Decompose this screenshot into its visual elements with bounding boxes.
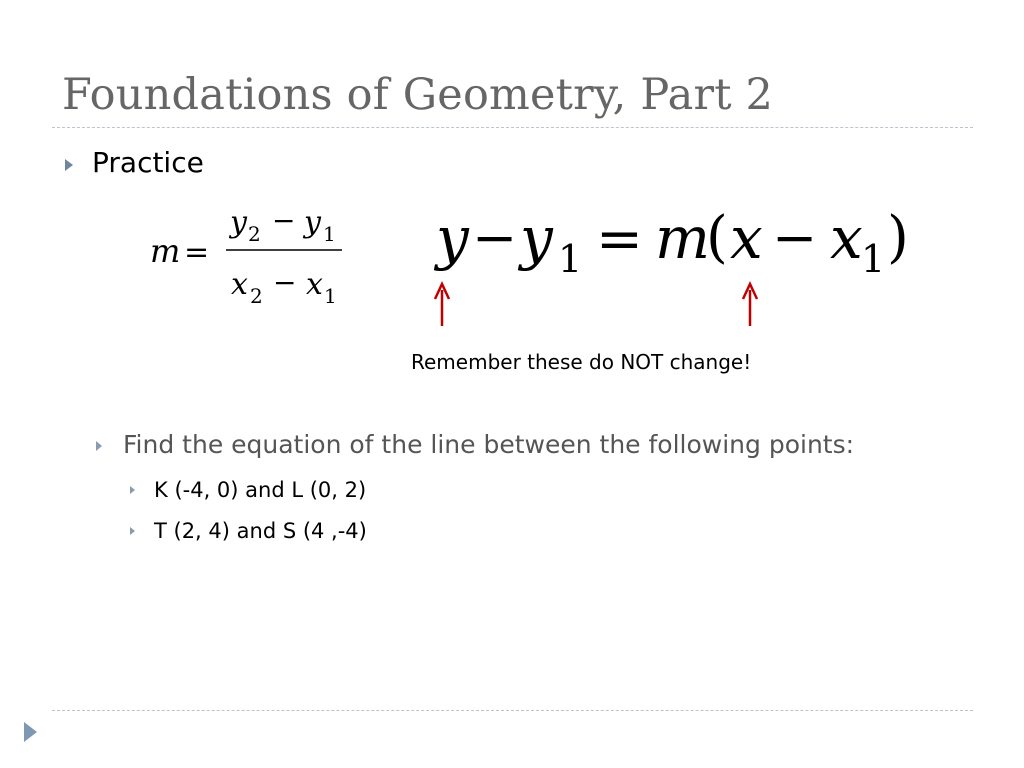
footer-divider xyxy=(52,710,973,711)
bullet-arrow-icon xyxy=(130,527,135,535)
slope-equals: = xyxy=(184,235,210,270)
instruction-text: Find the equation of the line between the following points: xyxy=(123,430,855,459)
slope-m: m xyxy=(150,232,181,270)
ps-m: m xyxy=(655,204,710,272)
den-x2-sub: 2 xyxy=(250,284,263,308)
ps-equals: = xyxy=(596,207,643,272)
num-y1-sub: 1 xyxy=(323,222,336,246)
den-x1: x xyxy=(306,267,323,302)
problem-item: T (2, 4) and S (4 ,-4) xyxy=(154,519,367,543)
slope-formula xyxy=(150,204,342,308)
bullet-arrow-icon xyxy=(96,441,102,451)
next-slide-icon[interactable] xyxy=(24,722,37,742)
point-slope-formula xyxy=(433,204,909,281)
ps-y1-sub: 1 xyxy=(558,237,583,281)
ps-minus-1: − xyxy=(472,206,518,269)
ps-minus-2: − xyxy=(772,206,818,269)
ps-y1: y xyxy=(520,204,553,272)
den-minus: − xyxy=(273,266,297,299)
ps-x1-sub: 1 xyxy=(861,237,886,281)
ps-lparen: ( xyxy=(706,205,728,270)
arrow-y1 xyxy=(435,284,449,326)
ps-y: y xyxy=(436,204,469,272)
den-x2: x xyxy=(231,267,248,302)
slide-title: Foundations of Geometry, Part 2 xyxy=(62,70,774,120)
problem-item: K (-4, 0) and L (0, 2) xyxy=(154,478,367,502)
ps-rparen: ) xyxy=(887,205,909,270)
arrow-x1 xyxy=(743,284,757,326)
num-minus: − xyxy=(272,204,296,237)
ps-x: x xyxy=(730,204,763,272)
num-y2-sub: 2 xyxy=(248,222,261,246)
num-y1: y xyxy=(304,205,321,240)
bullet-arrow-icon xyxy=(130,486,135,494)
den-x1-sub: 1 xyxy=(324,284,337,308)
ps-x1: x xyxy=(830,204,863,272)
num-y2: y xyxy=(230,205,247,240)
reminder-note: Remember these do NOT change! xyxy=(411,350,752,374)
practice-heading: Practice xyxy=(92,146,204,179)
